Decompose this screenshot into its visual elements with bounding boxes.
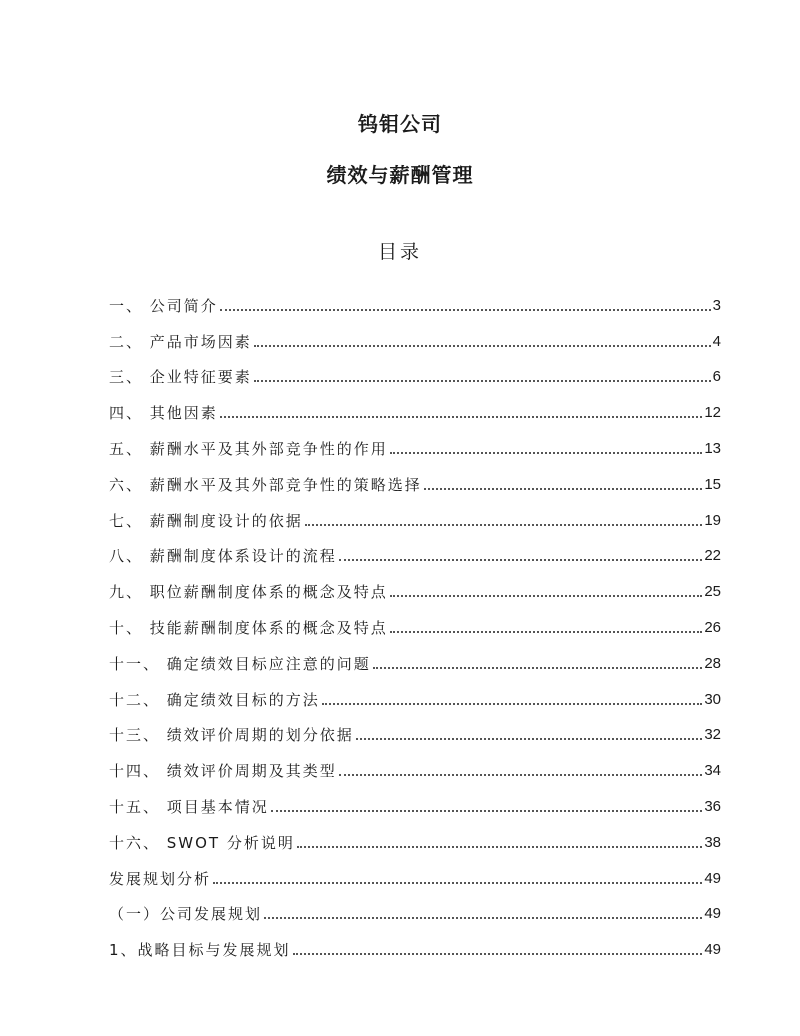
toc-entry-label: 一、 公司简介 bbox=[109, 296, 218, 315]
dot-leader bbox=[254, 345, 711, 347]
dot-leader bbox=[297, 846, 702, 848]
toc-entry[interactable] bbox=[109, 852, 721, 888]
document-title: 钨钼公司 bbox=[358, 112, 442, 136]
dot-leader bbox=[213, 882, 702, 884]
toc-entry-label: 发展规划分析 bbox=[109, 869, 212, 888]
toc-entry[interactable] bbox=[109, 816, 721, 852]
toc-entry-label: 九、 职位薪酬制度体系的概念及特点 bbox=[109, 583, 388, 602]
dot-leader bbox=[293, 953, 703, 955]
dot-leader bbox=[220, 416, 703, 418]
toc-entry-label: 五、 薪酬水平及其外部竞争性的作用 bbox=[109, 439, 388, 458]
toc-entry-label: 十五、 项目基本情况 bbox=[109, 797, 269, 816]
toc-entry-label: 十一、 确定绩效目标应注意的问题 bbox=[109, 654, 371, 673]
toc-entry[interactable] bbox=[109, 888, 721, 924]
toc-entry-page-number: 25 bbox=[704, 583, 721, 601]
toc-entry[interactable] bbox=[109, 923, 721, 959]
dot-leader bbox=[339, 559, 703, 561]
toc-entry[interactable] bbox=[109, 494, 721, 530]
toc-entry-page-number: 4 bbox=[712, 332, 721, 350]
dot-leader bbox=[220, 309, 711, 311]
toc-entry-label: 1、战略目标与发展规划 bbox=[109, 941, 291, 960]
dot-leader bbox=[356, 738, 703, 740]
toc-entry-page-number: 3 bbox=[712, 296, 721, 314]
toc-entry[interactable] bbox=[109, 709, 721, 745]
dot-leader bbox=[305, 524, 703, 526]
toc-entry[interactable] bbox=[109, 673, 721, 709]
table-of-contents bbox=[109, 279, 721, 959]
dot-leader bbox=[390, 631, 703, 633]
dot-leader bbox=[339, 774, 703, 776]
dot-leader bbox=[373, 667, 703, 669]
toc-entry[interactable] bbox=[109, 780, 721, 816]
toc-entry-page-number: 36 bbox=[704, 797, 721, 815]
toc-entry[interactable] bbox=[109, 458, 721, 494]
toc-entry-label: 十三、 绩效评价周期的划分依据 bbox=[109, 726, 354, 745]
toc-entry[interactable] bbox=[109, 315, 721, 351]
toc-entry-page-number: 26 bbox=[704, 618, 721, 636]
toc-entry-page-number: 49 bbox=[704, 905, 721, 923]
toc-entry-page-number: 28 bbox=[704, 654, 721, 672]
toc-entry-label: 三、 企业特征要素 bbox=[109, 368, 252, 387]
toc-entry-page-number: 15 bbox=[704, 475, 721, 493]
toc-entry-page-number: 19 bbox=[704, 511, 721, 529]
toc-entry-label: 十二、 确定绩效目标的方法 bbox=[109, 690, 320, 709]
toc-entry[interactable] bbox=[109, 422, 721, 458]
toc-entry-label: （一）公司发展规划 bbox=[109, 905, 263, 924]
toc-entry[interactable] bbox=[109, 279, 721, 315]
toc-entry-page-number: 13 bbox=[704, 439, 721, 457]
dot-leader bbox=[390, 595, 703, 597]
toc-entry-page-number: 30 bbox=[704, 690, 721, 708]
toc-entry-page-number: 38 bbox=[704, 833, 721, 851]
dot-leader bbox=[264, 917, 702, 919]
toc-entry-label: 十四、 绩效评价周期及其类型 bbox=[109, 762, 337, 781]
toc-entry-label: 二、 产品市场因素 bbox=[109, 332, 252, 351]
toc-entry-page-number: 49 bbox=[704, 869, 721, 887]
toc-entry-label: 十、 技能薪酬制度体系的概念及特点 bbox=[109, 618, 388, 637]
toc-entry-label: 十六、 SWOT 分析说明 bbox=[109, 833, 295, 852]
document-subtitle: 绩效与薪酬管理 bbox=[326, 163, 474, 187]
toc-entry-page-number: 32 bbox=[704, 726, 721, 744]
toc-heading: 目录 bbox=[377, 241, 422, 263]
dot-leader bbox=[271, 810, 703, 812]
toc-entry-label: 八、 薪酬制度体系设计的流程 bbox=[109, 547, 337, 566]
toc-entry-page-number: 12 bbox=[704, 404, 721, 422]
dot-leader bbox=[322, 703, 703, 705]
toc-entry[interactable] bbox=[109, 601, 721, 637]
toc-entry-label: 四、 其他因素 bbox=[109, 404, 218, 423]
dot-leader bbox=[424, 488, 703, 490]
toc-entry-page-number: 22 bbox=[704, 547, 721, 565]
toc-entry-page-number: 49 bbox=[704, 941, 721, 959]
toc-entry-label: 七、 薪酬制度设计的依据 bbox=[109, 511, 303, 530]
toc-entry[interactable] bbox=[109, 637, 721, 673]
toc-entry-page-number: 34 bbox=[704, 762, 721, 780]
toc-entry[interactable] bbox=[109, 530, 721, 566]
dot-leader bbox=[254, 380, 711, 382]
toc-entry[interactable] bbox=[109, 351, 721, 387]
toc-entry-label: 六、 薪酬水平及其外部竞争性的策略选择 bbox=[109, 475, 422, 494]
toc-entry[interactable] bbox=[109, 744, 721, 780]
dot-leader bbox=[390, 452, 703, 454]
toc-entry[interactable] bbox=[109, 565, 721, 601]
toc-entry-page-number: 6 bbox=[712, 368, 721, 386]
toc-entry[interactable] bbox=[109, 386, 721, 422]
